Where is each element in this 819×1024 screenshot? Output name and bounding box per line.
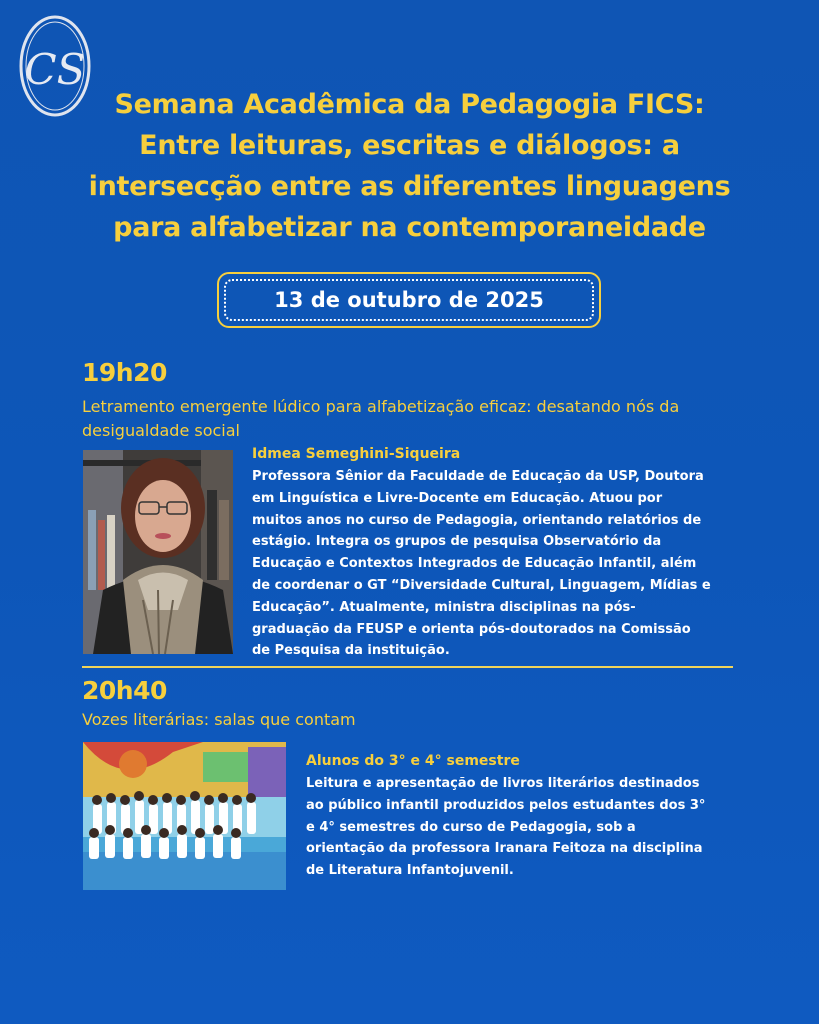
bio-line: de Pesquisa da instituição. bbox=[252, 643, 450, 659]
title-line: Semana Acadêmica da Pedagogia FICS: bbox=[114, 89, 705, 120]
date-badge bbox=[217, 272, 601, 328]
speaker-name: Alunos do 3° e 4° semestre bbox=[306, 753, 520, 769]
title-line: Entre leituras, escritas e diálogos: a bbox=[139, 130, 680, 161]
speaker-bio bbox=[252, 466, 733, 662]
bio-line: graduação da FEUSP e orienta pós-doutorados na Comissão bbox=[252, 621, 691, 637]
bio-line: de coordenar o GT “Diversidade Cultural, Linguagem, Mídias e bbox=[252, 577, 711, 593]
bio-line: Educação e Contextos Integrados de Educação Infantil, além bbox=[252, 556, 697, 572]
title-line: para alfabetizar na contemporaneidade bbox=[113, 212, 706, 243]
bio-line: Professora Sênior da Faculdade de Educação da USP, Doutora bbox=[252, 469, 704, 484]
event-title bbox=[60, 84, 759, 248]
speaker-photo bbox=[83, 450, 233, 654]
title-line: intersecção entre as diferentes linguagens bbox=[88, 171, 731, 202]
description-line: ao público infantil produzidos pelos estudantes dos 3° bbox=[306, 797, 706, 813]
bio-line: muitos anos no curso de Pedagogia, orientando relatórios de bbox=[252, 512, 702, 528]
description-line: Leitura e apresentação de livros literários destinados bbox=[306, 776, 700, 791]
bio-line: estágio. Integra os grupos de pesquisa Observatório da bbox=[252, 534, 662, 550]
svg-text:CS: CS bbox=[24, 45, 86, 94]
session-description bbox=[306, 773, 733, 882]
bio-line: em Linguística e Livre-Docente em Educação. Atuou por bbox=[252, 490, 663, 506]
session-title bbox=[82, 395, 752, 443]
session-title-line: Letramento emergente lúdico para alfabetização eficaz: desatando nós da bbox=[82, 397, 680, 416]
session-time: 20h40 bbox=[82, 676, 167, 705]
bio-line: Educação”. Atualmente, ministra disciplinas na pós- bbox=[252, 599, 636, 615]
session-title-line: Vozes literárias: salas que contam bbox=[82, 710, 356, 729]
session-time: 19h20 bbox=[82, 358, 167, 387]
students-group-image bbox=[83, 742, 286, 890]
session-title-line: desigualdade social bbox=[82, 421, 240, 440]
speaker-portrait-image bbox=[83, 450, 233, 654]
event-date: 13 de outubro de 2025 bbox=[224, 279, 594, 321]
students-photo bbox=[83, 742, 286, 890]
section-divider bbox=[82, 666, 733, 668]
description-line: de Literatura Infantojuvenil. bbox=[306, 863, 514, 879]
session-title bbox=[82, 708, 752, 732]
speaker-name: Idmea Semeghini-Siqueira bbox=[252, 446, 461, 462]
description-line: orientação da professora Iranara Feitoza na disciplina bbox=[306, 841, 703, 857]
description-line: e 4° semestres do curso de Pedagogia, sob a bbox=[306, 819, 636, 835]
